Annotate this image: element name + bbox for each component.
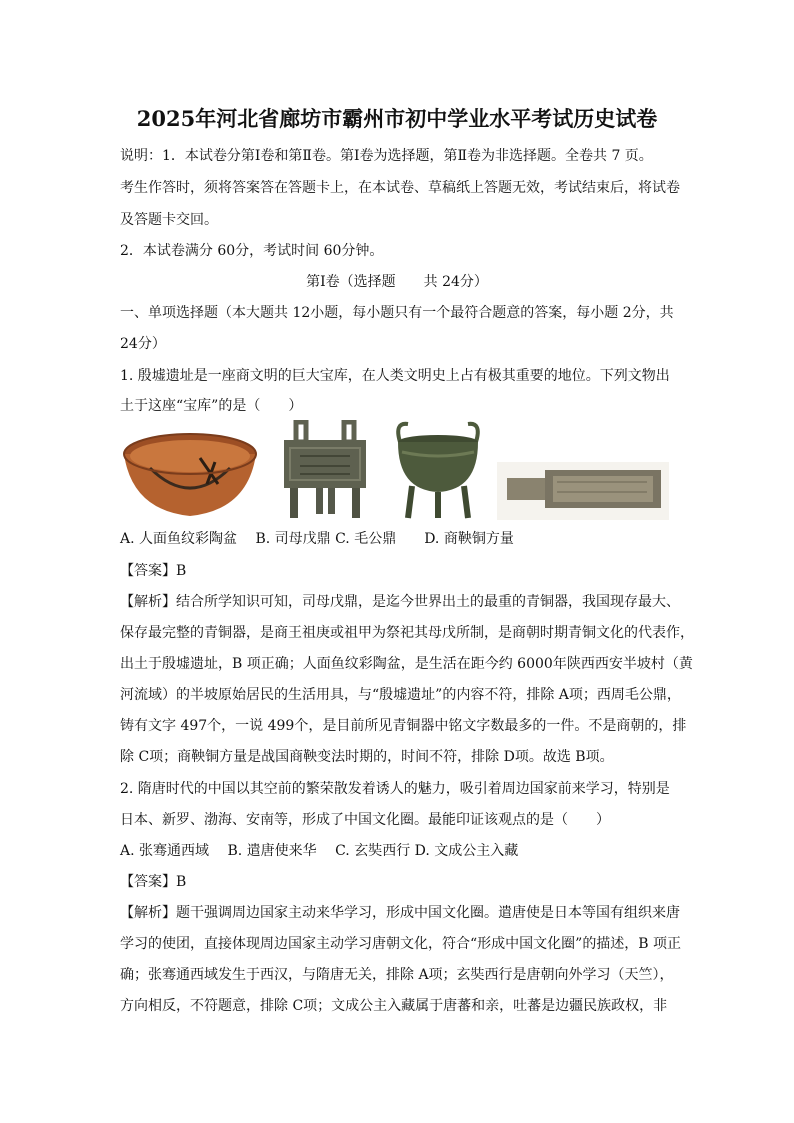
page-title: 2025年河北省廊坊市霸州市初中学业水平考试历史试卷 — [136, 106, 658, 131]
q1-analysis-line-2: 保存最完整的青铜器，是商王祖庚或祖甲为祭祀其母戊所制，是商朝时期青铜文化的代表作， — [120, 625, 694, 641]
q2-answer: 【答案】B — [120, 874, 187, 890]
q1-stem-line-2: 土于这座“宝库”的是（ ） — [120, 398, 303, 414]
q2-analysis-line-3: 确；张骞通西域发生于西汉，与隋唐无关，排除 A项；玄奘西行是唐朝向外学习（天竺）， — [120, 967, 674, 983]
q2-analysis-line-1: 【解析】题干强调周边国家主动来华学习，形成中国文化圈。遣唐使是日本等国有组织来唐 — [120, 905, 680, 921]
q2-stem-line-2: 日本、新罗、渤海、安南等，形成了中国文化圈。最能印证该观点的是（ ） — [120, 812, 610, 828]
pottery-basin-image — [120, 428, 260, 520]
q2-stem-line-1: 2. 隋唐时代的中国以其空前的繁荣散发着诱人的魅力，吸引着周边国家前来学习，特别是 — [120, 781, 670, 797]
simuwu-ding-image — [280, 420, 370, 520]
section1-line-1: 一、单项选择题（本大题共 12小题，每小题只有一个最符合题意的答案，每小题 2分，共 — [120, 305, 674, 321]
section1-line-2: 24分） — [120, 336, 166, 352]
q1-stem-line-1: 1. 殷墟遗址是一座商文明的巨大宝库，在人类文明史上占有极其重要的地位。下列文物出 — [120, 368, 670, 384]
instruction-line-1: 说明：1．本试卷分第Ⅰ卷和第Ⅱ卷。第Ⅰ卷为选择题，第Ⅱ卷为非选择题。全卷共 7 页。 — [120, 148, 653, 164]
q2-options: A. 张骞通西域 B. 遣唐使来华 C. 玄奘西行 D. 文成公主入藏 — [120, 843, 519, 859]
instruction-line-3: 及答题卡交回。 — [120, 212, 218, 228]
q1-analysis-line-5: 铸有文字 497个，一说 499个，是目前所见青铜器中铭文字数最多的一件。不是商朝的，排 — [120, 718, 687, 734]
q1-analysis-line-3: 出土于殷墟遗址，B 项正确；人面鱼纹彩陶盆，是生活在距今约 6000年陕西西安半坡村（黄 — [120, 656, 693, 672]
q1-analysis-line-4: 河流域）的半坡原始居民的生活用具，与“殷墟遗址”的内容不符，排除 A项；西周毛公鼎， — [120, 687, 681, 703]
q1-analysis-line-1: 【解析】结合所学知识可知，司母戊鼎，是迄今世界出土的最重的青铜器，我国现存最大、 — [120, 594, 680, 610]
q2-analysis-line-4: 方向相反，不符题意，排除 C项；文成公主入藏属于唐蕃和亲，吐蕃是边疆民族政权，非 — [120, 998, 668, 1014]
instruction-line-4: 2．本试卷满分 60分，考试时间 60分钟。 — [120, 243, 384, 259]
maogong-ding-image — [392, 420, 484, 520]
q2-analysis-line-2: 学习的使团，直接体现周边国家主动学习唐朝文化，符合“形成中国文化圈”的描述，B 项正 — [120, 936, 682, 952]
instruction-line-2: 考生作答时，须将答案答在答题卡上，在本试卷、草稿纸上答题无效，考试结束后，将试卷 — [120, 180, 680, 196]
part1-header: 第Ⅰ卷（选择题 共 24分） — [306, 274, 488, 290]
q1-options: A. 人面鱼纹彩陶盆 B. 司母戊鼎 C. 毛公鼎 D. 商鞅铜方量 — [120, 531, 514, 547]
q1-analysis-line-6: 除 C项；商鞅铜方量是战国商鞅变法时期的，时间不符，排除 D项。故选 B项。 — [120, 749, 614, 765]
q1-answer: 【答案】B — [120, 563, 187, 579]
shangyang-measure-image — [497, 462, 669, 520]
